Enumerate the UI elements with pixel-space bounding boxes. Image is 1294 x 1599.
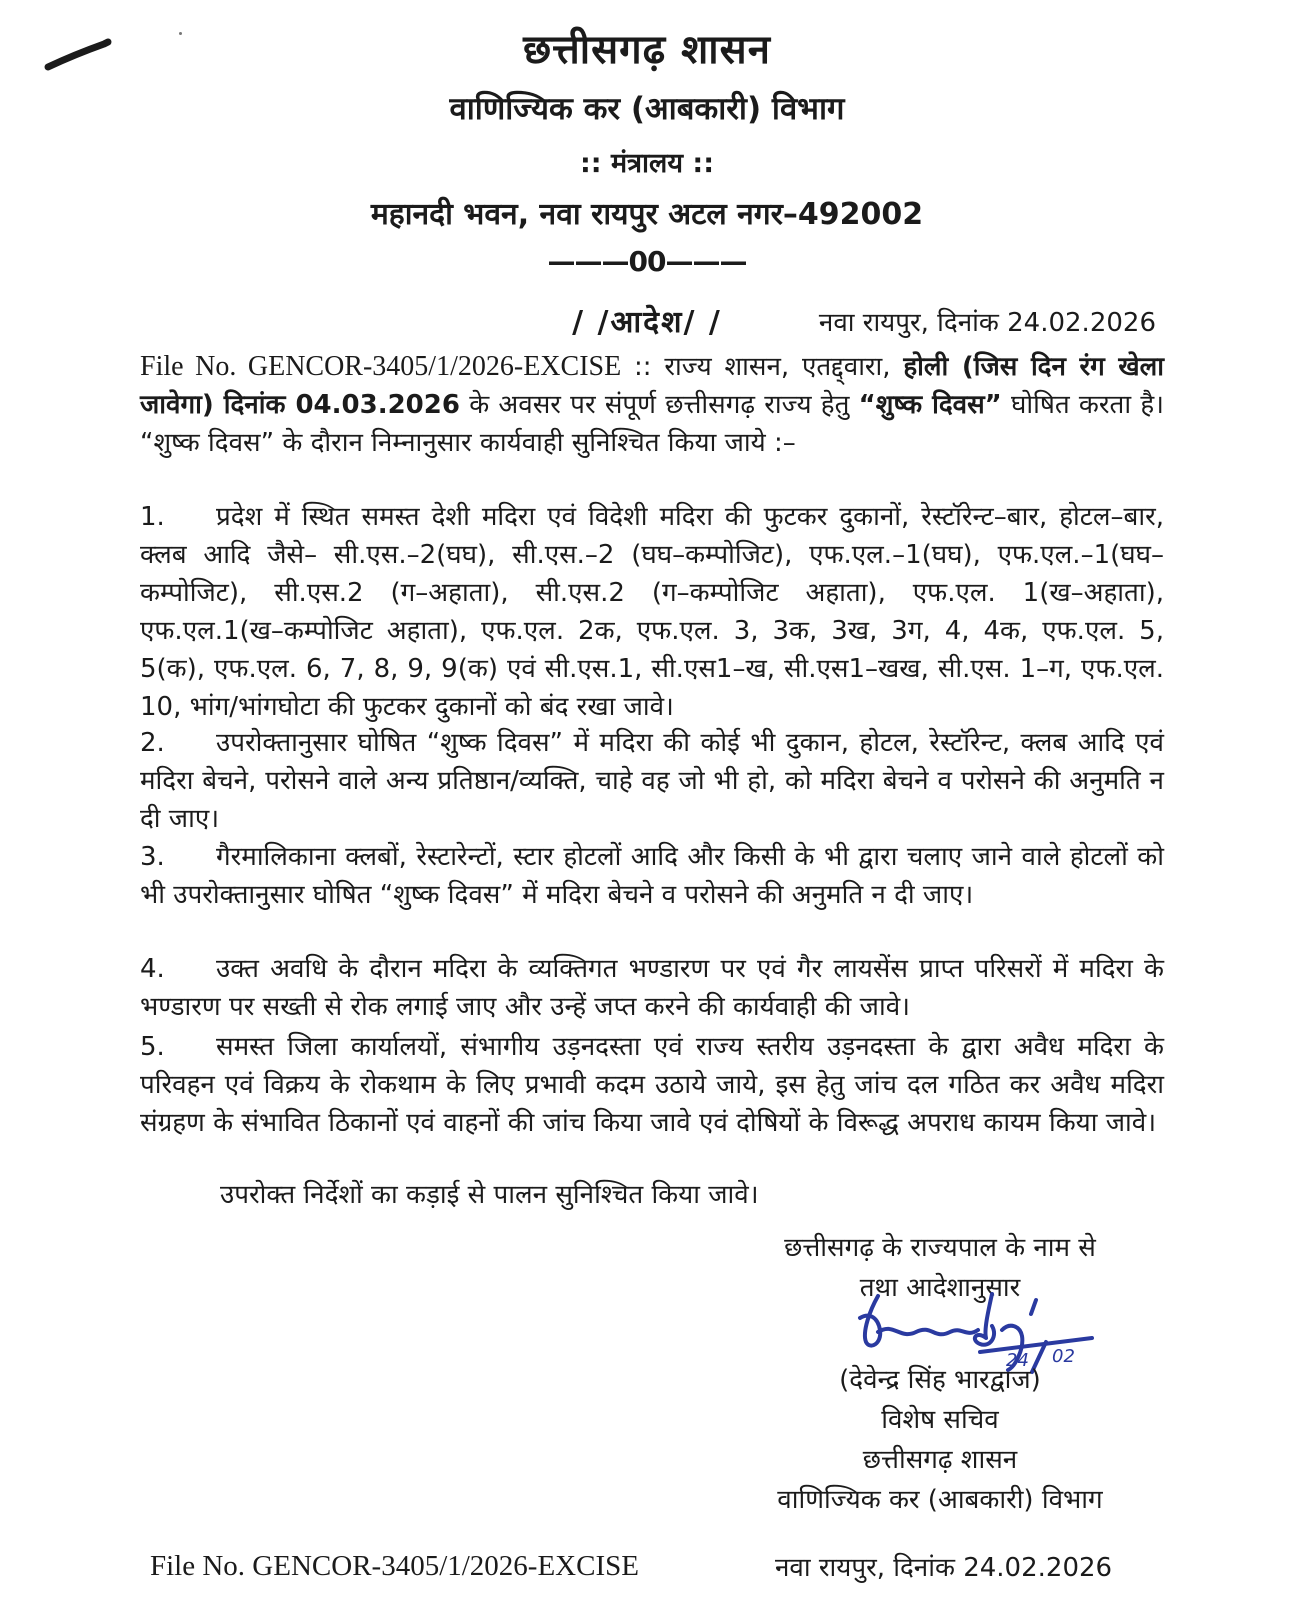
intro-paragraph	[140, 348, 1164, 462]
point-5-number: 5.	[140, 1032, 165, 1062]
point-2-number: 2.	[140, 728, 165, 758]
intro-seg1: :: राज्य शासन, एतद्द्वारा,	[621, 352, 904, 382]
address-line: महानदी भवन, नवा रायपुर अटल नगर–492002	[370, 197, 924, 232]
footer-place-date: नवा रायपुर, दिनांक 24.02.2026	[775, 1553, 1113, 1583]
place-date-line: नवा रायपुर, दिनांक 24.02.2026	[818, 308, 1156, 338]
point-2	[140, 724, 1164, 838]
point-1-text: प्रदेश में स्थित समस्त देशी मदिरा एवं विदेशी मदिरा की फुटकर दुकानों, रेस्टॉरेन्ट–बार, होटल–बार, क्लब आदि जैसे– सी.एस.–2(घघ), सी.एस.–2 (घघ–कम्पोजिट), एफ.एल.–1(घघ), एफ.एल.–1(घघ–कम्पोजिट), सी.एस.2 (ग–अहाता), सी.एस.2 (ग–कम्पोजिट अहाता), एफ.एल. 1(ख–अहाता), एफ.एल.1(ख–कम्पोजिट अहाता), एफ.एल. 2क, एफ.एल. 3, 3क, 3ख, 3ग, 4, 4क, एफ.एल. 5, 5(क), एफ.एल. 6, 7, 8, 9, 9(क) एवं सी.एस.1, सी.एस1–ख, सी.एस1–खख, सी.एस. 1–ग, एफ.एल. 10, भांग/भांगघोटा की फुटकर दुकानों को बंद रखा जावे।	[140, 502, 1164, 722]
intro-seg3: के अवसर पर संपूर्ण छत्तीसगढ़ राज्य हेतु	[459, 390, 859, 420]
point-1-number: 1.	[140, 502, 165, 532]
intro-dry-day-bold: “शुष्क दिवस”	[858, 390, 1002, 420]
point-3-number: 3.	[140, 842, 165, 872]
signatory-department: वाणिज्यिक कर (आबकारी) विभाग	[777, 1485, 1103, 1515]
point-5	[140, 1028, 1164, 1142]
closing-instruction: उपरोक्त निर्देशों का कड़ाई से पालन सुनिश्चित किया जावे।	[220, 1180, 759, 1210]
point-3-text: गैरमालिकाना क्लबों, रेस्टारेन्टों, स्टार होटलों आदि और किसी के भी द्वारा चलाए जाने वाले होटलों को भी उपरोक्तानुसार घोषित “शुष्क दिवस” में मदिरा बेचने व परोसने की अनुमति न दी जाए।	[140, 842, 1164, 910]
signatory-name: (देवेन्द्र सिंह भारद्वाज)	[839, 1365, 1041, 1395]
govt-title: छत्तीसगढ़ शासन	[523, 27, 771, 73]
intro-seg5: घोषित करता है। “शुष्क दिवस” के दौरान निम्नानुसार कार्यवाही सुनिश्चित किया जाये :–	[140, 390, 1164, 458]
on-behalf-line: छत्तीसगढ़ के राज्यपाल के नाम से	[784, 1233, 1096, 1263]
ministry-line: :: मंत्रालय ::	[580, 148, 714, 179]
footer-file-number: File No. GENCOR-3405/1/2026-EXCISE	[150, 1550, 639, 1582]
point-2-text: उपरोक्तानुसार घोषित “शुष्क दिवस” में मदिरा की कोई भी दुकान, होटल, रेस्टॉरेन्ट, क्लब आदि एवं मदिरा बेचने, परोसने वाले अन्य प्रतिष्ठान/व्यक्ति, चाहे वह जो भी हो, को मदिरा बेचने व परोसने की अनुमति न दी जाए।	[140, 728, 1164, 834]
signatory-govt: छत्तीसगढ़ शासन	[862, 1445, 1018, 1475]
signatory-designation: विशेष सचिव	[881, 1405, 999, 1435]
point-1	[140, 498, 1164, 726]
file-number: File No. GENCOR-3405/1/2026-EXCISE	[140, 351, 622, 382]
cutoff-text-fragment	[152, 1592, 272, 1599]
signature-date-month: 02	[1052, 1346, 1075, 1367]
document-header	[0, 20, 1294, 341]
point-4-text: उक्त अवधि के दौरान मदिरा के व्यक्तिगत भण्डारण पर एवं गैर लायसेंस प्राप्त परिसरों में मदिरा के भण्डारण पर सख्ती से रोक लगाई जाए और उन्हें जप्त करने की कार्यवाही की जावे।	[140, 954, 1164, 1022]
intro-holi-bold: होली (जिस दिन रंग खेला जावेगा) दिनांक 04.03.2026	[140, 352, 1165, 420]
as-ordered-line: तथा आदेशानुसार	[859, 1273, 1021, 1303]
point-5-text: समस्त जिला कार्यालयों, संभागीय उड़नदस्ता एवं राज्य स्तरीय उड़नदस्ता के द्वारा अवैध मदिरा के परिवहन एवं विक्रय के रोकथाम के लिए प्रभावी कदम उठाये जाये, इस हेतु जांच दल गठित कर अवैध मदिरा संग्रहण के संभावित ठिकानों एवं वाहनों की जांच किया जावे एवं दोषियों के विरूद्ध अपराध कायम किया जावे।	[140, 1032, 1164, 1138]
point-4	[140, 950, 1164, 1026]
divider-line: ———00———	[547, 245, 747, 278]
signatory-block	[690, 1360, 1190, 1520]
signature-date-day: 24	[1006, 1350, 1029, 1371]
order-heading: / /आदेश/ /	[572, 305, 722, 340]
point-3	[140, 838, 1164, 914]
department-title: वाणिज्यिक कर (आबकारी) विभाग	[449, 91, 845, 127]
point-4-number: 4.	[140, 954, 165, 984]
